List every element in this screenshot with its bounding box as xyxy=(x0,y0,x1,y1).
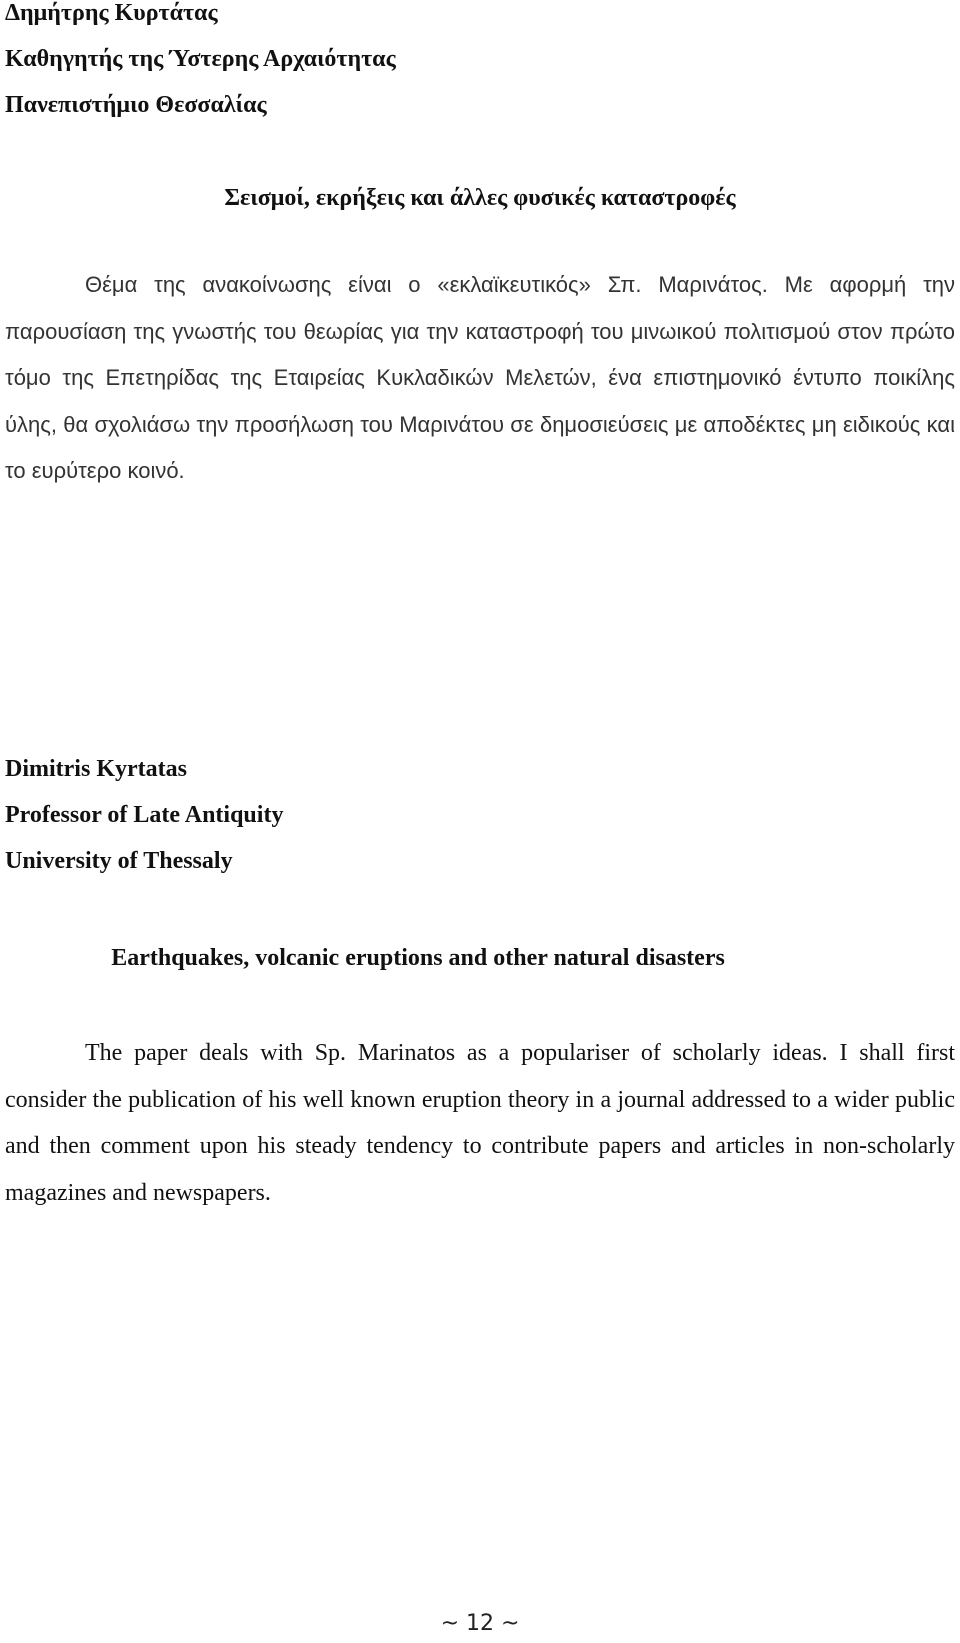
page-number: ~ 12 ~ xyxy=(440,1611,520,1636)
greek-author-name: Δημήτρης Κυρτάτας xyxy=(5,0,218,26)
greek-author-title: Καθηγητής της Ύστερης Αρχαιότητας xyxy=(5,46,396,72)
english-author-title: Professor of Late Antiquity xyxy=(5,802,284,828)
greek-abstract: Θέμα της ανακοίνωσης είναι ο «εκλαϊκευτικός» Σπ. Μαρινάτος. Με αφορμή την παρουσίαση της γνωστής του θεωρίας για την καταστροφή του μινωικού πολιτισμού στον πρώτο τόμο της Επετηρίδας της Εταιρείας Κυκλαδικών Μελετών, ένα επιστημονικό έντυπο ποικίλης ύλης, θα σχολιάσω την προσήλωση του Μαρινάτου σε δημοσιεύσεις με αποδέκτες μη ειδικούς και το ευρύτερο κοινό. xyxy=(5,272,955,483)
english-abstract: The paper deals with Sp. Marinatos as a populariser of scholarly ideas. I shall first consider the publication of his well known eruption theory in a journal addressed to a wider public and then comment upon his steady tendency to contribute papers and articles in non-scholarly magazines and newspapers. xyxy=(5,1040,955,1206)
english-paper-title: Earthquakes, volcanic eruptions and other natural disasters xyxy=(111,945,725,971)
english-author-block xyxy=(5,746,283,884)
english-author-name: Dimitris Kyrtatas xyxy=(5,756,187,782)
greek-paper-title: Σεισμοί, εκρήξεις και άλλες φυσικές καταστροφές xyxy=(224,185,736,211)
english-author-affiliation: University of Thessaly xyxy=(5,848,233,874)
greek-author-affiliation: Πανεπιστήμιο Θεσσαλίας xyxy=(5,92,267,118)
greek-author-block xyxy=(5,0,396,128)
